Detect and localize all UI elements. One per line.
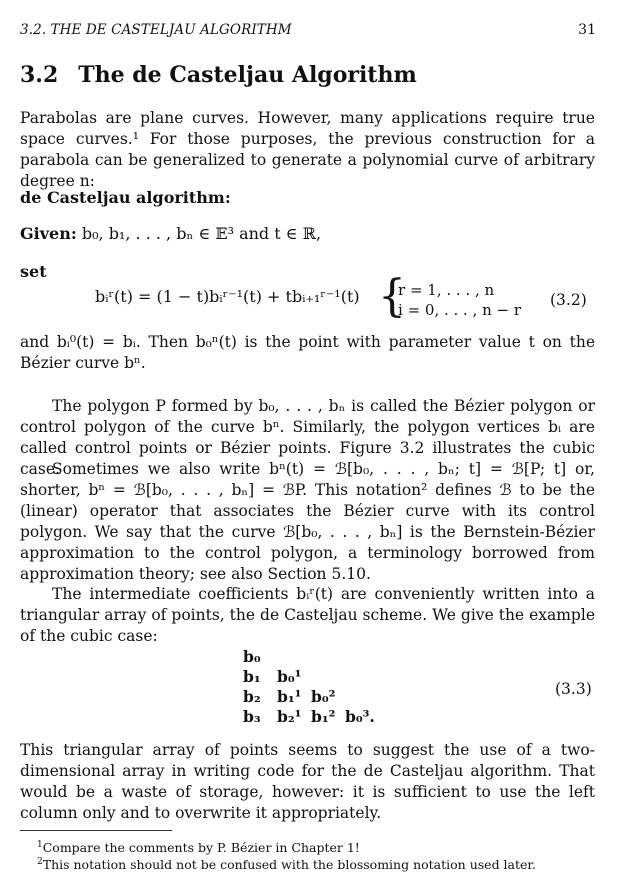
- scheme-entry: b₁¹: [277, 687, 302, 706]
- scheme-entry: b₀³.: [345, 707, 375, 726]
- scheme-entry: b₀²: [311, 687, 336, 706]
- given-line: [20, 224, 321, 243]
- footnote-1-text: Compare the comments by P. Bézier in Chapter 1!: [42, 840, 360, 856]
- de-casteljau-scheme: [243, 647, 379, 727]
- footnote-1-mark: 1: [37, 840, 43, 850]
- scheme-row: [243, 687, 379, 707]
- footnote-2: [37, 854, 536, 873]
- intro-paragraph: Parabolas are plane curves. However, many applications require true space curves.¹ For those purposes, the previous construction for a parabola can be generalized to generate a polynomial curve of arbitrary degree n:: [20, 109, 595, 190]
- set-label: set: [20, 262, 47, 281]
- section-number: 3.2: [20, 62, 59, 88]
- equation-number-3-2: (3.2): [550, 291, 587, 309]
- notation-paragraph: Sometimes we also write bⁿ(t) = ℬ[b₀, . . . , bₙ; t] = ℬ[P; t] or, shorter, bⁿ = ℬ[b₀, . . . , bₙ] = ℬP. This notation² defines ℬ to be the (linear) operator that associates the Bézier curve with its control polygon. We say that the curve ℬ[b₀, . . . , bₙ] is the Bernstein-Bézier approximation to the control polygon, a terminology borrowed from approximation theory; see also Section 5.10.: [20, 460, 595, 583]
- given-text: b₀, b₁, . . . , bₙ ∈ 𝔼³ and t ∈ ℝ,: [81, 224, 322, 243]
- condition-i: i = 0, . . . , n − r: [398, 301, 522, 319]
- brace-icon: {: [378, 271, 406, 322]
- recursion-formula: bᵢʳ(t) = (1 − t)bᵢʳ⁻¹(t) + tbᵢ₊₁ʳ⁻¹(t): [95, 287, 360, 306]
- scheme-entry: b₂: [243, 687, 261, 706]
- page-number: 31: [578, 22, 596, 38]
- running-head: 3.2. THE DE CASTELJAU ALGORITHM: [20, 22, 292, 38]
- footnote-2-mark: 2: [37, 857, 43, 867]
- equation-number-3-3: (3.3): [555, 680, 592, 698]
- scheme-entry: b₁: [243, 667, 261, 686]
- scheme-entry: b₂¹: [277, 707, 302, 726]
- scheme-row: [243, 707, 379, 727]
- scheme-entry: b₁²: [311, 707, 336, 726]
- section-title: [20, 62, 417, 88]
- scheme-entry: b₃: [243, 707, 261, 726]
- after-set-paragraph: and bᵢ⁰(t) = bᵢ. Then b₀ⁿ(t) is the point with parameter value t on the Bézier curve bⁿ.: [20, 333, 595, 372]
- coefficients-paragraph: The intermediate coefficients bᵢʳ(t) are conveniently written into a triangular array of points, the de Casteljau scheme. We give the example of the cubic case:: [20, 585, 595, 645]
- formula-conditions: [398, 280, 521, 320]
- triangle-paragraph: This triangular array of points seems to suggest the use of a two-dimensional array in writing code for the de Casteljau algorithm. That would be a waste of storage, however: it is sufficient to use the left column only and to overwrite it appropriately.: [20, 741, 595, 822]
- scheme-row: [243, 667, 379, 687]
- scheme-entry: b₀: [243, 647, 261, 666]
- section-title-text: The de Casteljau Algorithm: [78, 62, 417, 88]
- algorithm-heading: de Casteljau algorithm:: [20, 188, 231, 207]
- condition-r: r = 1, . . . , n: [398, 281, 495, 299]
- footnote-2-text: This notation should not be confused with the blossoming notation used later.: [42, 857, 536, 873]
- scheme-row: [243, 647, 379, 667]
- footnote-rule: [20, 830, 172, 831]
- scheme-entry: b₀¹: [277, 667, 302, 686]
- polygon-paragraph: The polygon P formed by b₀, . . . , bₙ is called the Bézier polygon or control polygon of the curve bⁿ. Similarly, the polygon vertices bᵢ are called control points or Bézier points. Figure 3.2 illustrates the cubic case.: [20, 397, 595, 478]
- given-label: Given:: [20, 224, 77, 243]
